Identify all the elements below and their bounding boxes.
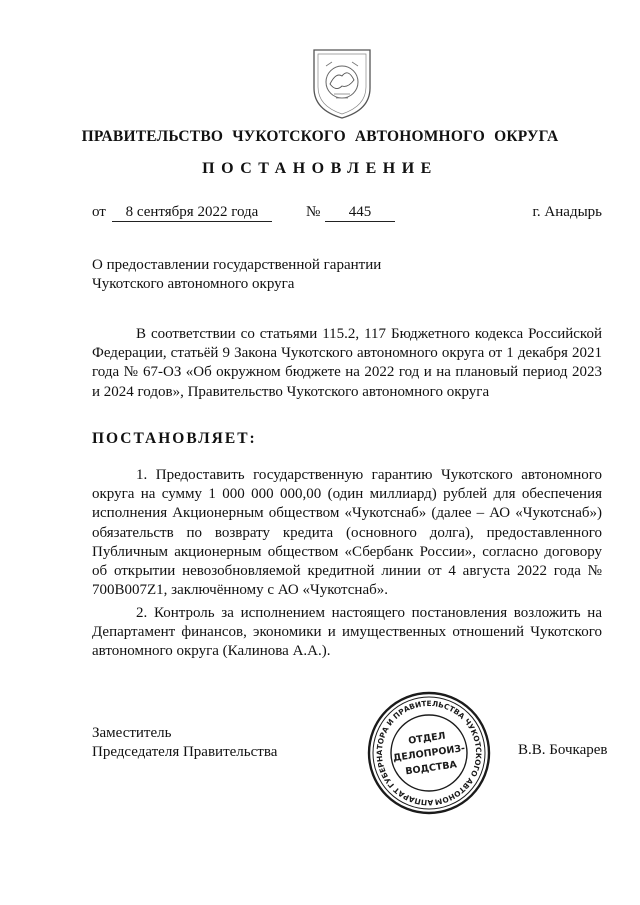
signatory-name: В.В. Бочкарев: [518, 742, 608, 758]
stamp-line: ВОДСТВА: [404, 759, 458, 778]
date-label: от: [92, 204, 106, 220]
number-label: №: [306, 204, 321, 220]
document-date: 8 сентября 2022 года: [112, 204, 272, 222]
position-line: Председателя Правительства: [92, 744, 278, 760]
stamp-line: ДЕЛОПРОИЗ-: [392, 742, 466, 764]
resolution-item-1: 1. Предоставить государственную гарантию Чукотского автономного округа на сумму 1 000 000 000,00 (один миллиард) рублей для обеспечения исполнения Акционерным обществом «Чукотснаб» (далее – АО «Чукотснаб») обязательств по возврату кредита (основного долга), предоставленного Публичным акционерным обществом «Сбербанк России», согласно договору об открытии невозобновляемой кредитной линии от 4 августа 2022 года № 700B007Z1, заключённому с АО «Чукотснаб».: [92, 467, 602, 599]
signatory-position: [92, 724, 277, 762]
org-title: ПРАВИТЕЛЬСТВО ЧУКОТСКОГО АВТОНОМНОГО ОКРУГА: [81, 128, 559, 145]
position-line: Заместитель: [92, 725, 172, 741]
document-meta: [92, 204, 602, 224]
document-place: г. Анадырь: [532, 204, 602, 220]
document-subject: [92, 256, 392, 294]
stamp-ring-text: АППАРАТ ГУБЕРНАТОРА И ПРАВИТЕЛЬСТВА ЧУКОТСКОГО АВТОНОМНОГО: [374, 698, 484, 808]
subject-line: О предоставлении государственной гарантии: [92, 257, 382, 273]
document-kind: ПОСТАНОВЛЕНИЕ: [202, 160, 438, 177]
preamble-paragraph: В соответствии со статьями 115.2, 117 Бюджетного кодекса Российской Федерации, статьёй 9 Закона Чукотского автономного округа от 1 декабря 2021 года № 67-ОЗ «Об окружном бюджете на 2022 год и на плановый период 2023 и 2024 годов», Правительство Чукотского автономного округа: [92, 326, 602, 400]
chukotka-coat-of-arms-icon: [306, 44, 378, 122]
subject-line: Чукотского автономного округа: [92, 276, 295, 292]
stamp-line: ОТДЕЛ: [407, 730, 447, 747]
resolves-heading: ПОСТАНОВЛЯЕТ:: [92, 430, 257, 447]
document-number: 445: [325, 204, 395, 222]
resolution-item-2: 2. Контроль за исполнением настоящего постановления возложить на Департамент финансов, экономики и имущественных отношений Чукотского автономного округа (Калинова А.А.).: [92, 605, 602, 660]
office-stamp: [366, 690, 492, 816]
